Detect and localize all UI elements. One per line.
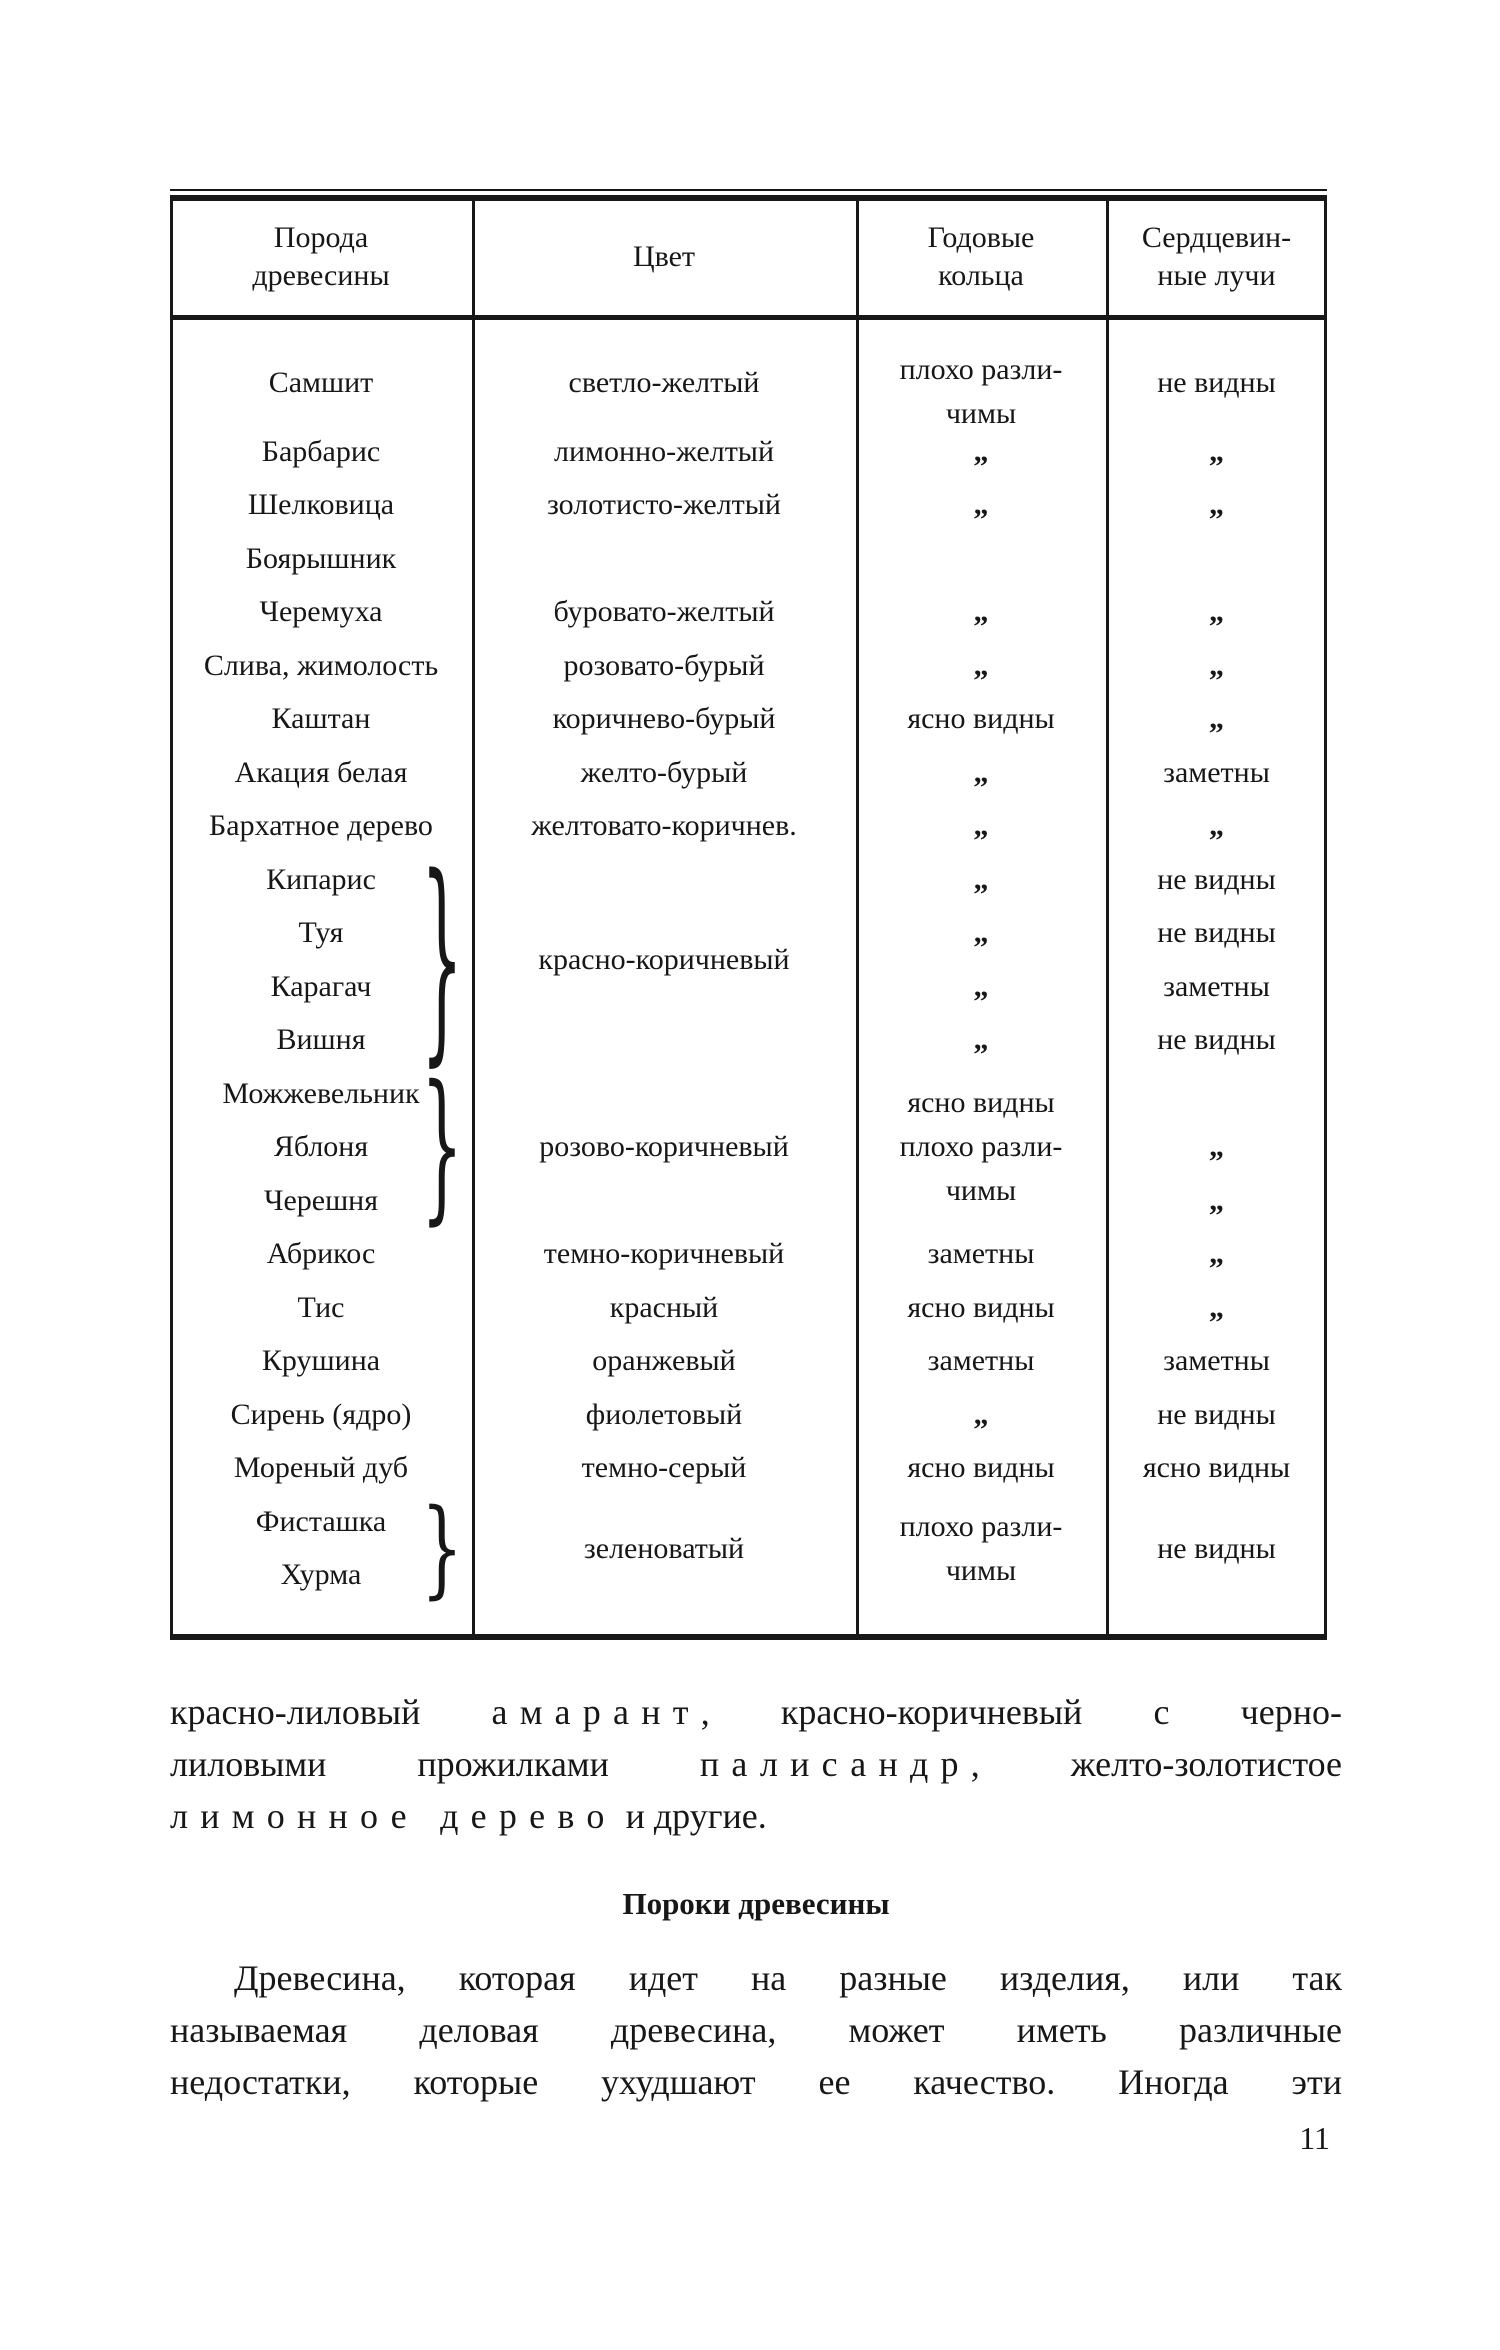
text-run: и другие. [616, 1796, 767, 1836]
cell-line: не видны [1157, 916, 1276, 950]
cell-line: Хурма [280, 1558, 362, 1592]
cell-line: заметны [927, 1237, 1035, 1271]
rings-cell [858, 746, 1104, 800]
text-run: лиловыми прожилками [170, 1744, 700, 1784]
ditto-mark: „ [1209, 434, 1224, 468]
brace-glyph: } [421, 830, 463, 1087]
rays-cell [1108, 586, 1325, 640]
ditto-mark: „ [1209, 1290, 1224, 1324]
species-cell [172, 1388, 470, 1442]
rings-cell [858, 1014, 1104, 1068]
rays-cell [1108, 1228, 1325, 1282]
cell-line: не видны [1157, 1531, 1276, 1565]
cell-line: заметны [1163, 755, 1270, 789]
paragraph-line [170, 1952, 1342, 2004]
color-cell [474, 746, 854, 800]
table-top-rule [170, 195, 1327, 201]
cell-line: не видны [1157, 1023, 1276, 1057]
rays-cell [1108, 693, 1325, 747]
ditto-mark: „ [973, 862, 989, 896]
grouping-brace [421, 830, 463, 1087]
table-bottom-rule [170, 1634, 1327, 1640]
page-number: 11 [1299, 2120, 1330, 2156]
species-cell [172, 639, 470, 693]
rings-cell [858, 425, 1104, 479]
rings-cell [858, 1335, 1104, 1389]
text-run: , желто-золотистое [970, 1744, 1343, 1784]
rings-cell [858, 1067, 1104, 1228]
color-cell [474, 639, 854, 693]
species-cell [172, 340, 470, 425]
cell-line: не видны [1157, 365, 1276, 399]
cell-line: Черемуха [259, 595, 383, 629]
cell-line: ясно видны [907, 702, 1055, 736]
color-cell [474, 1335, 854, 1389]
species-cell [172, 1335, 470, 1389]
rays-cell [1108, 1388, 1325, 1442]
rays-cell [1108, 1281, 1325, 1335]
header-line: Порода [273, 221, 369, 254]
ditto-mark: „ [1209, 702, 1224, 736]
text-run: , красно-коричневый с черно- [700, 1692, 1342, 1732]
cell-line: ясно видны [907, 1451, 1055, 1485]
ditto-mark: „ [1209, 488, 1224, 522]
rays-cell [1108, 425, 1325, 479]
header-line: древесины [252, 259, 390, 292]
cell-line: оранжевый [592, 1344, 736, 1378]
table-top-rule-thin [170, 189, 1327, 191]
letterspaced-term: лимонное дерево [170, 1796, 617, 1836]
grouping-brace [421, 1051, 463, 1241]
text-run: называемая деловая древесина, может иметь различные [170, 2010, 1342, 2050]
header-cell [172, 203, 470, 311]
rays-cell [1108, 1014, 1325, 1068]
cell-line: Слива, жимолость [203, 648, 439, 682]
rays-cell [1108, 746, 1325, 800]
cell-line: Шелковица [247, 488, 395, 522]
paragraph-line [170, 1686, 1342, 1738]
cell-line: Можжевельник [222, 1076, 420, 1110]
rings-cell [858, 960, 1104, 1014]
table-header-rule [170, 315, 1327, 320]
ditto-mark: „ [1209, 809, 1224, 843]
text-run: красно-лиловый [170, 1692, 492, 1732]
cell-line: Каштан [271, 702, 371, 736]
ditto-mark: „ [973, 916, 989, 950]
cell-line: Абрикос [266, 1237, 376, 1271]
grouping-brace [421, 1486, 463, 1610]
ditto-mark: „ [973, 595, 989, 629]
cell-line: чимы [945, 397, 1017, 430]
rings-cell [858, 1495, 1104, 1602]
ditto-mark: „ [973, 809, 989, 843]
paragraph-line [170, 2056, 1342, 2108]
cell-line: красно-коричневый [538, 943, 790, 976]
cell-line: Крушина [261, 1344, 381, 1378]
ditto-mark: „ [973, 1023, 989, 1057]
color-cell [474, 1388, 854, 1442]
cell-line: не видны [1157, 862, 1276, 896]
rings-cell [858, 1281, 1104, 1335]
letterspaced-term: палисандр [699, 1744, 971, 1784]
color-cell [474, 425, 854, 479]
cell-line: Мореный дуб [233, 1451, 409, 1485]
cell-line: желтовато-коричнев. [531, 809, 797, 843]
cell-line: розовато-бурый [563, 648, 765, 682]
species-cell [172, 479, 470, 533]
cell-line: Черешня [263, 1183, 379, 1217]
paragraph-line [170, 2004, 1342, 2056]
wood-table [170, 189, 1327, 1640]
color-cell [474, 693, 854, 747]
cell-line: плохо разли- [899, 1130, 1063, 1164]
species-cell [172, 746, 470, 800]
header-line: Годовые [927, 221, 1035, 254]
cell-line: коричнево-бурый [552, 702, 776, 736]
ditto-mark: „ [973, 755, 989, 789]
rings-cell [858, 340, 1104, 430]
cell-line: красный [609, 1290, 719, 1324]
rings-cell [858, 853, 1104, 907]
cell-line: темно-серый [581, 1451, 747, 1485]
cell-line: Кипарис [266, 862, 376, 896]
rings-cell [858, 479, 1104, 533]
species-cell [172, 586, 470, 640]
cell-line: желто-бурый [580, 755, 748, 789]
text-run: недостатки, которые ухудшают ее качество. Иногда эти [170, 2062, 1342, 2102]
rays-cell [1108, 907, 1325, 961]
cell-line: ясно видны [907, 1290, 1055, 1324]
rays-cell [1108, 800, 1325, 854]
cell-line: Фисташка [255, 1504, 387, 1538]
ditto-mark: „ [1209, 1130, 1224, 1164]
color-cell [474, 1281, 854, 1335]
brace-glyph: } [421, 1486, 463, 1610]
cell-line: Сирень (ядро) [230, 1397, 412, 1431]
rays-cell [1108, 479, 1325, 533]
color-cell [474, 1442, 854, 1496]
cell-line: зеленоватый [583, 1531, 745, 1565]
rays-cell [1108, 853, 1325, 907]
rings-cell [858, 693, 1104, 747]
cell-line: Боярышник [245, 541, 397, 575]
cell-line: золотисто-желтый [547, 488, 781, 522]
cell-line: Тис [297, 1290, 345, 1324]
ditto-mark: „ [1209, 1183, 1224, 1217]
header-line: кольца [938, 259, 1024, 292]
species-cell [172, 1281, 470, 1335]
paragraph-line [170, 1738, 1342, 1790]
color-cell [474, 1495, 854, 1602]
color-cell [474, 586, 854, 640]
cell-line: темно-коричневый [543, 1237, 785, 1271]
paragraph-line [170, 1790, 1342, 1842]
color-cell [474, 340, 854, 425]
ditto-mark: „ [1209, 648, 1224, 682]
rays-cell [1108, 960, 1325, 1014]
rings-cell [858, 1442, 1104, 1496]
rays-cell [1108, 1442, 1325, 1496]
cell-line: Туя [298, 916, 344, 950]
brace-glyph: } [421, 1051, 463, 1241]
rings-cell [858, 586, 1104, 640]
rays-cell [1108, 1335, 1325, 1389]
ditto-mark: „ [1209, 595, 1224, 629]
species-cell [172, 532, 470, 586]
cell-line: чимы [945, 1553, 1017, 1587]
paragraph-continuation [170, 1686, 1342, 1842]
cell-line: фиолетовый [585, 1397, 743, 1431]
color-cell [474, 1067, 854, 1228]
cell-line: заметны [1163, 969, 1270, 1003]
cell-line: Яблоня [273, 1130, 369, 1164]
cell-line: заметны [927, 1344, 1035, 1378]
cell-line: ясно видны [1142, 1451, 1291, 1485]
color-cell [474, 853, 854, 1067]
color-cell [474, 1228, 854, 1282]
ditto-mark: „ [973, 648, 989, 682]
species-cell [172, 693, 470, 747]
cell-line: розово-коричневый [539, 1130, 789, 1164]
rays-cell [1108, 1121, 1325, 1175]
ditto-mark: „ [973, 434, 989, 468]
cell-line: не видны [1157, 1397, 1276, 1431]
cell-line: Вишня [276, 1023, 366, 1057]
rings-cell [858, 1228, 1104, 1282]
rings-cell [858, 800, 1104, 854]
rings-cell [858, 639, 1104, 693]
rays-cell [1108, 1495, 1325, 1602]
ditto-mark: „ [973, 969, 989, 1003]
cell-line: лимонно-желтый [553, 434, 775, 468]
cell-line: плохо разли- [899, 1509, 1063, 1543]
cell-line: Акация белая [234, 755, 408, 789]
header-line: Сердцевин- [1141, 221, 1292, 254]
color-cell [474, 479, 854, 533]
ditto-mark: „ [973, 1397, 989, 1431]
cell-line: Бархатное дерево [209, 809, 433, 843]
header-cell [858, 203, 1104, 311]
cell-line: светло-желтый [568, 365, 760, 399]
header-cell [474, 203, 854, 311]
ditto-mark: „ [1209, 1237, 1224, 1271]
section-heading: Пороки древесины [622, 1886, 890, 1921]
cell-line: Карагач [270, 969, 372, 1003]
header-line: ные лучи [1157, 259, 1276, 292]
cell-line: плохо разли- [899, 353, 1063, 386]
rings-cell [858, 907, 1104, 961]
rays-cell [1108, 639, 1325, 693]
header-line: Цвет [632, 240, 696, 273]
cell-line: Барбарис [261, 434, 381, 468]
rays-cell [1108, 340, 1325, 425]
cell-line: Самшит [268, 365, 374, 399]
paragraph-body [170, 1952, 1342, 2108]
species-cell [172, 425, 470, 479]
cell-line: чимы [945, 1174, 1017, 1208]
ditto-mark: „ [973, 488, 989, 522]
letterspaced-term: амарант [491, 1692, 701, 1732]
rays-cell [1108, 1174, 1325, 1228]
rings-cell [858, 1388, 1104, 1442]
cell-line: заметны [1163, 1344, 1270, 1378]
text-run: Древесина, которая идет на разные изделия, или так [234, 1958, 1342, 1998]
header-cell [1108, 203, 1325, 311]
color-cell [474, 800, 854, 854]
cell-line: ясно видны [907, 1086, 1055, 1120]
cell-line: буровато-желтый [553, 595, 775, 629]
